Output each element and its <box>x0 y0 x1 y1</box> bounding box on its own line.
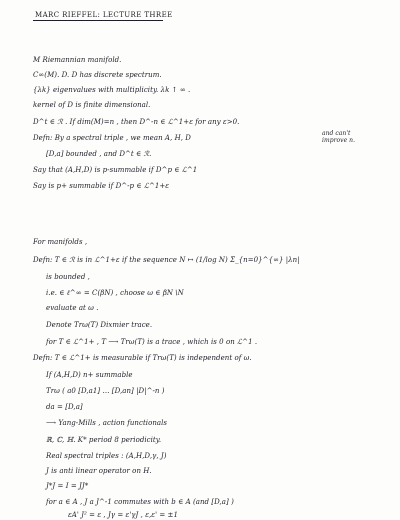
margin-note: improve n. <box>322 137 356 144</box>
note-line: for a ∈ A , J a J^-1 commutes with b ∈ A (and [D,a] ) <box>46 498 234 506</box>
note-line: kernel of D is finite dimensional. <box>33 101 151 109</box>
note-line: ⟶ Yang-Mills , action functionals <box>46 419 168 427</box>
note-line: For manifolds , <box>33 238 88 246</box>
note-line: Real spectral triples : (A,H,D,γ, J) <box>46 452 167 460</box>
note-line: evaluate at ω . <box>46 304 99 312</box>
note-line: D^t ∈ ℛ . If dim(M)=n , then D^-n ∈ ℒ^1+ε for any ε>0. <box>33 118 240 126</box>
definition-measurable: Defn: T ∈ ℒ^1+ is measurable if Trω(T) is independent of ω. <box>33 354 252 362</box>
note-line: Trω ( a0 [D,a1] … [D,an] |D|^-n ) <box>46 387 165 395</box>
note-line: J*J = I = JJ* <box>46 482 89 490</box>
note-line: {λk} eigenvalues with multiplicity. λk ↑ ∞ . <box>33 86 191 94</box>
definition-dixmier-ideal: Defn: T ∈ ℛ is in ℒ^1+ε if the sequence N ↦ (1/log N) Σ_{n=0}^{∞} |λn| <box>33 256 300 264</box>
note-line: εA' J² = ε , Jγ = ε'γJ , ε,ε' = ±1 <box>68 511 178 519</box>
note-line: M Riemannian manifold. <box>33 56 122 64</box>
note-line: is bounded , <box>46 273 90 281</box>
note-line: If (A,H,D) n+ summable <box>46 371 133 379</box>
note-line: da = [D,a] <box>46 403 83 411</box>
note-line: Say is p+ summable if D^-p ∈ ℒ^1+ε <box>33 182 170 190</box>
header-underline <box>33 20 163 21</box>
note-line: C∞(M). D. D has discrete spectrum. <box>33 71 162 79</box>
note-line: ℝ, ℂ, ℍ. K* period 8 periodicity. <box>46 436 162 444</box>
note-line: [D,a] bounded , and D^t ∈ ℛ. <box>46 150 152 158</box>
note-line: Say that (A,H,D) is p-summable if D^p ∈ ℒ^1 <box>33 166 198 174</box>
margin-note: and can't <box>322 130 351 137</box>
note-line: i.e. ∈ ℓ^∞ = C(βN) , choose ω ∈ βN∖N <box>46 289 184 297</box>
note-line: for T ∈ ℒ^1+ , T ⟶ Trω(T) is a trace , which is 0 on ℒ^1 . <box>46 338 258 346</box>
lecture-header: MARC RIEFFEL: LECTURE THREE <box>35 11 173 19</box>
definition-spectral-triple: Defn: By a spectral triple , we mean A, H, D <box>33 134 191 142</box>
note-line: J is anti linear operator on H. <box>46 467 152 475</box>
note-line: Denote Trω(T) Dixmier trace. <box>46 321 153 329</box>
